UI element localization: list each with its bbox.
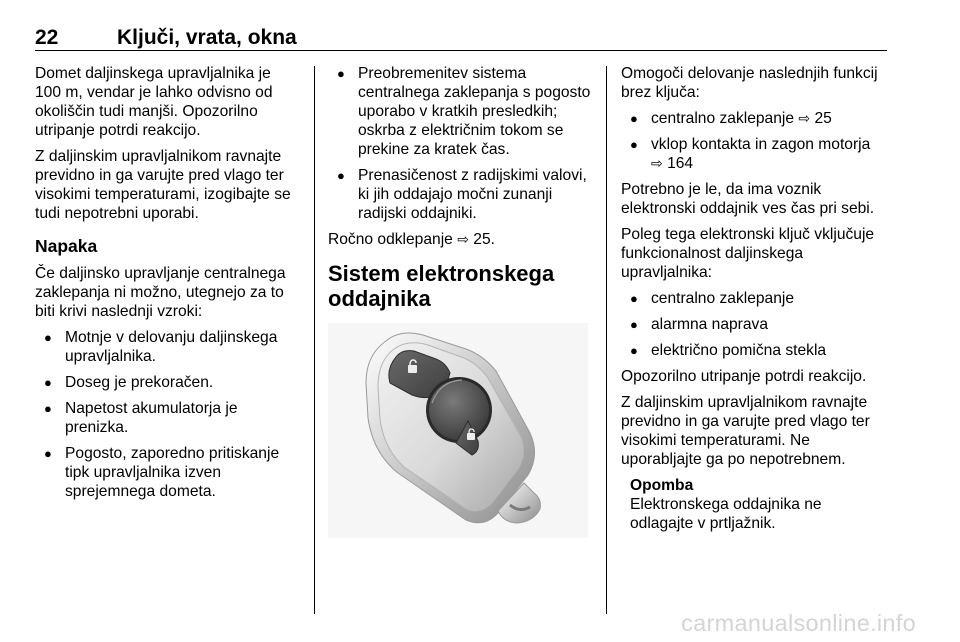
section-title: Sistem elektronskega oddajnika	[328, 261, 555, 311]
bullet-list	[35, 328, 300, 501]
electronic-key-illustration	[328, 323, 588, 538]
page-number: 22	[35, 26, 59, 49]
bullet-list	[621, 109, 888, 173]
page-ref-arrow-icon: ⇨	[798, 110, 811, 126]
paragraph: Poleg tega elektronski ključ vključuje funkcionalnost daljinskega upravljalnika:	[621, 226, 875, 281]
page-ref[interactable]: 164	[667, 155, 694, 172]
paragraph: Omogoči delovanje naslednjih funkcij brez ključa:	[621, 65, 878, 101]
list-item: ● centralno zaklepanje	[621, 289, 888, 308]
page-ref[interactable]: 25	[814, 110, 832, 127]
note-text: Elektronskega oddajnika ne odlagajte v prtljažnik.	[630, 496, 822, 532]
column-divider	[314, 66, 315, 614]
list-item: ● centralno zaklepanje ⇨ 25	[621, 109, 888, 128]
paragraph: Z daljinskim upravljalnikom ravnajte previdno in ga varujte pred vlago ter visokimi temperaturami. Ne uporabljajte ga po nepotrebnem.	[621, 394, 870, 468]
column-2	[328, 64, 596, 543]
paragraph: Potrebno je le, da ima voznik elektronski oddajnik ves čas pri sebi.	[621, 181, 875, 217]
list-item: ● Doseg je prekoračen.	[35, 373, 300, 392]
manual-unlock-text: Ročno odklepanje	[328, 231, 453, 248]
list-item: ● vklop kontakta in zagon motorja ⇨ 164	[621, 135, 888, 173]
section-heading-napaka: Napaka	[35, 236, 98, 256]
list-item: ● Motnje v delovanju daljinskega upravljalnika.	[35, 328, 300, 366]
paragraph: Opozorilno utripanje potrdi reakcijo.	[621, 368, 867, 385]
paragraph: Z daljinskim upravljalnikom ravnajte previdno in ga varujte pred vlago ter visokimi temperaturami, izogibajte se tudi nepotrebni uporabi.	[35, 148, 291, 222]
watermark: carmanualsonline.info	[681, 610, 916, 636]
note-block	[621, 476, 888, 533]
list-item: ● Preobremenitev sistema centralnega zaklepanja s pogosto uporabo v kratkih presledkih; oskrba z električnim tokom se prekine za kratek čas.	[328, 64, 596, 159]
list-item: ● električno pomična stekla	[621, 341, 888, 360]
page-ref[interactable]: 25.	[473, 231, 495, 248]
list-item: ● Pogosto, zaporedno pritiskanje tipk upravljalnika izven sprejemnega dometa.	[35, 444, 300, 501]
chapter-title: Ključi, vrata, okna	[117, 26, 297, 49]
page-ref-arrow-icon: ⇨	[651, 155, 663, 171]
paragraph: Če daljinsko upravljanje centralnega zaklepanja ni možno, utegnejo za to biti krivi naslednji vzroki:	[35, 265, 286, 320]
header-rule	[35, 50, 887, 51]
page-ref-arrow-icon: ⇨	[457, 231, 469, 247]
column-divider	[606, 66, 607, 614]
column-3	[621, 64, 888, 533]
page-header	[35, 20, 960, 60]
bullet-list	[621, 289, 888, 360]
note-title: Opomba	[630, 477, 694, 494]
list-item: ● Prenasičenost z radijskimi valovi, ki jih oddajajo močni zunanji radijski oddajniki.	[328, 166, 596, 223]
list-item: ● Napetost akumulatorja je prenizka.	[35, 399, 300, 437]
paragraph: Domet daljinskega upravljalnika je 100 m, vendar je lahko odvisno od okoliščin tudi manjši. Opozorilno utripanje potrdi reakcijo.	[35, 65, 273, 139]
column-1	[35, 64, 300, 508]
bullet-list	[328, 64, 596, 223]
manual-unlock-line	[328, 230, 596, 249]
list-item: ● alarmna naprava	[621, 315, 888, 334]
